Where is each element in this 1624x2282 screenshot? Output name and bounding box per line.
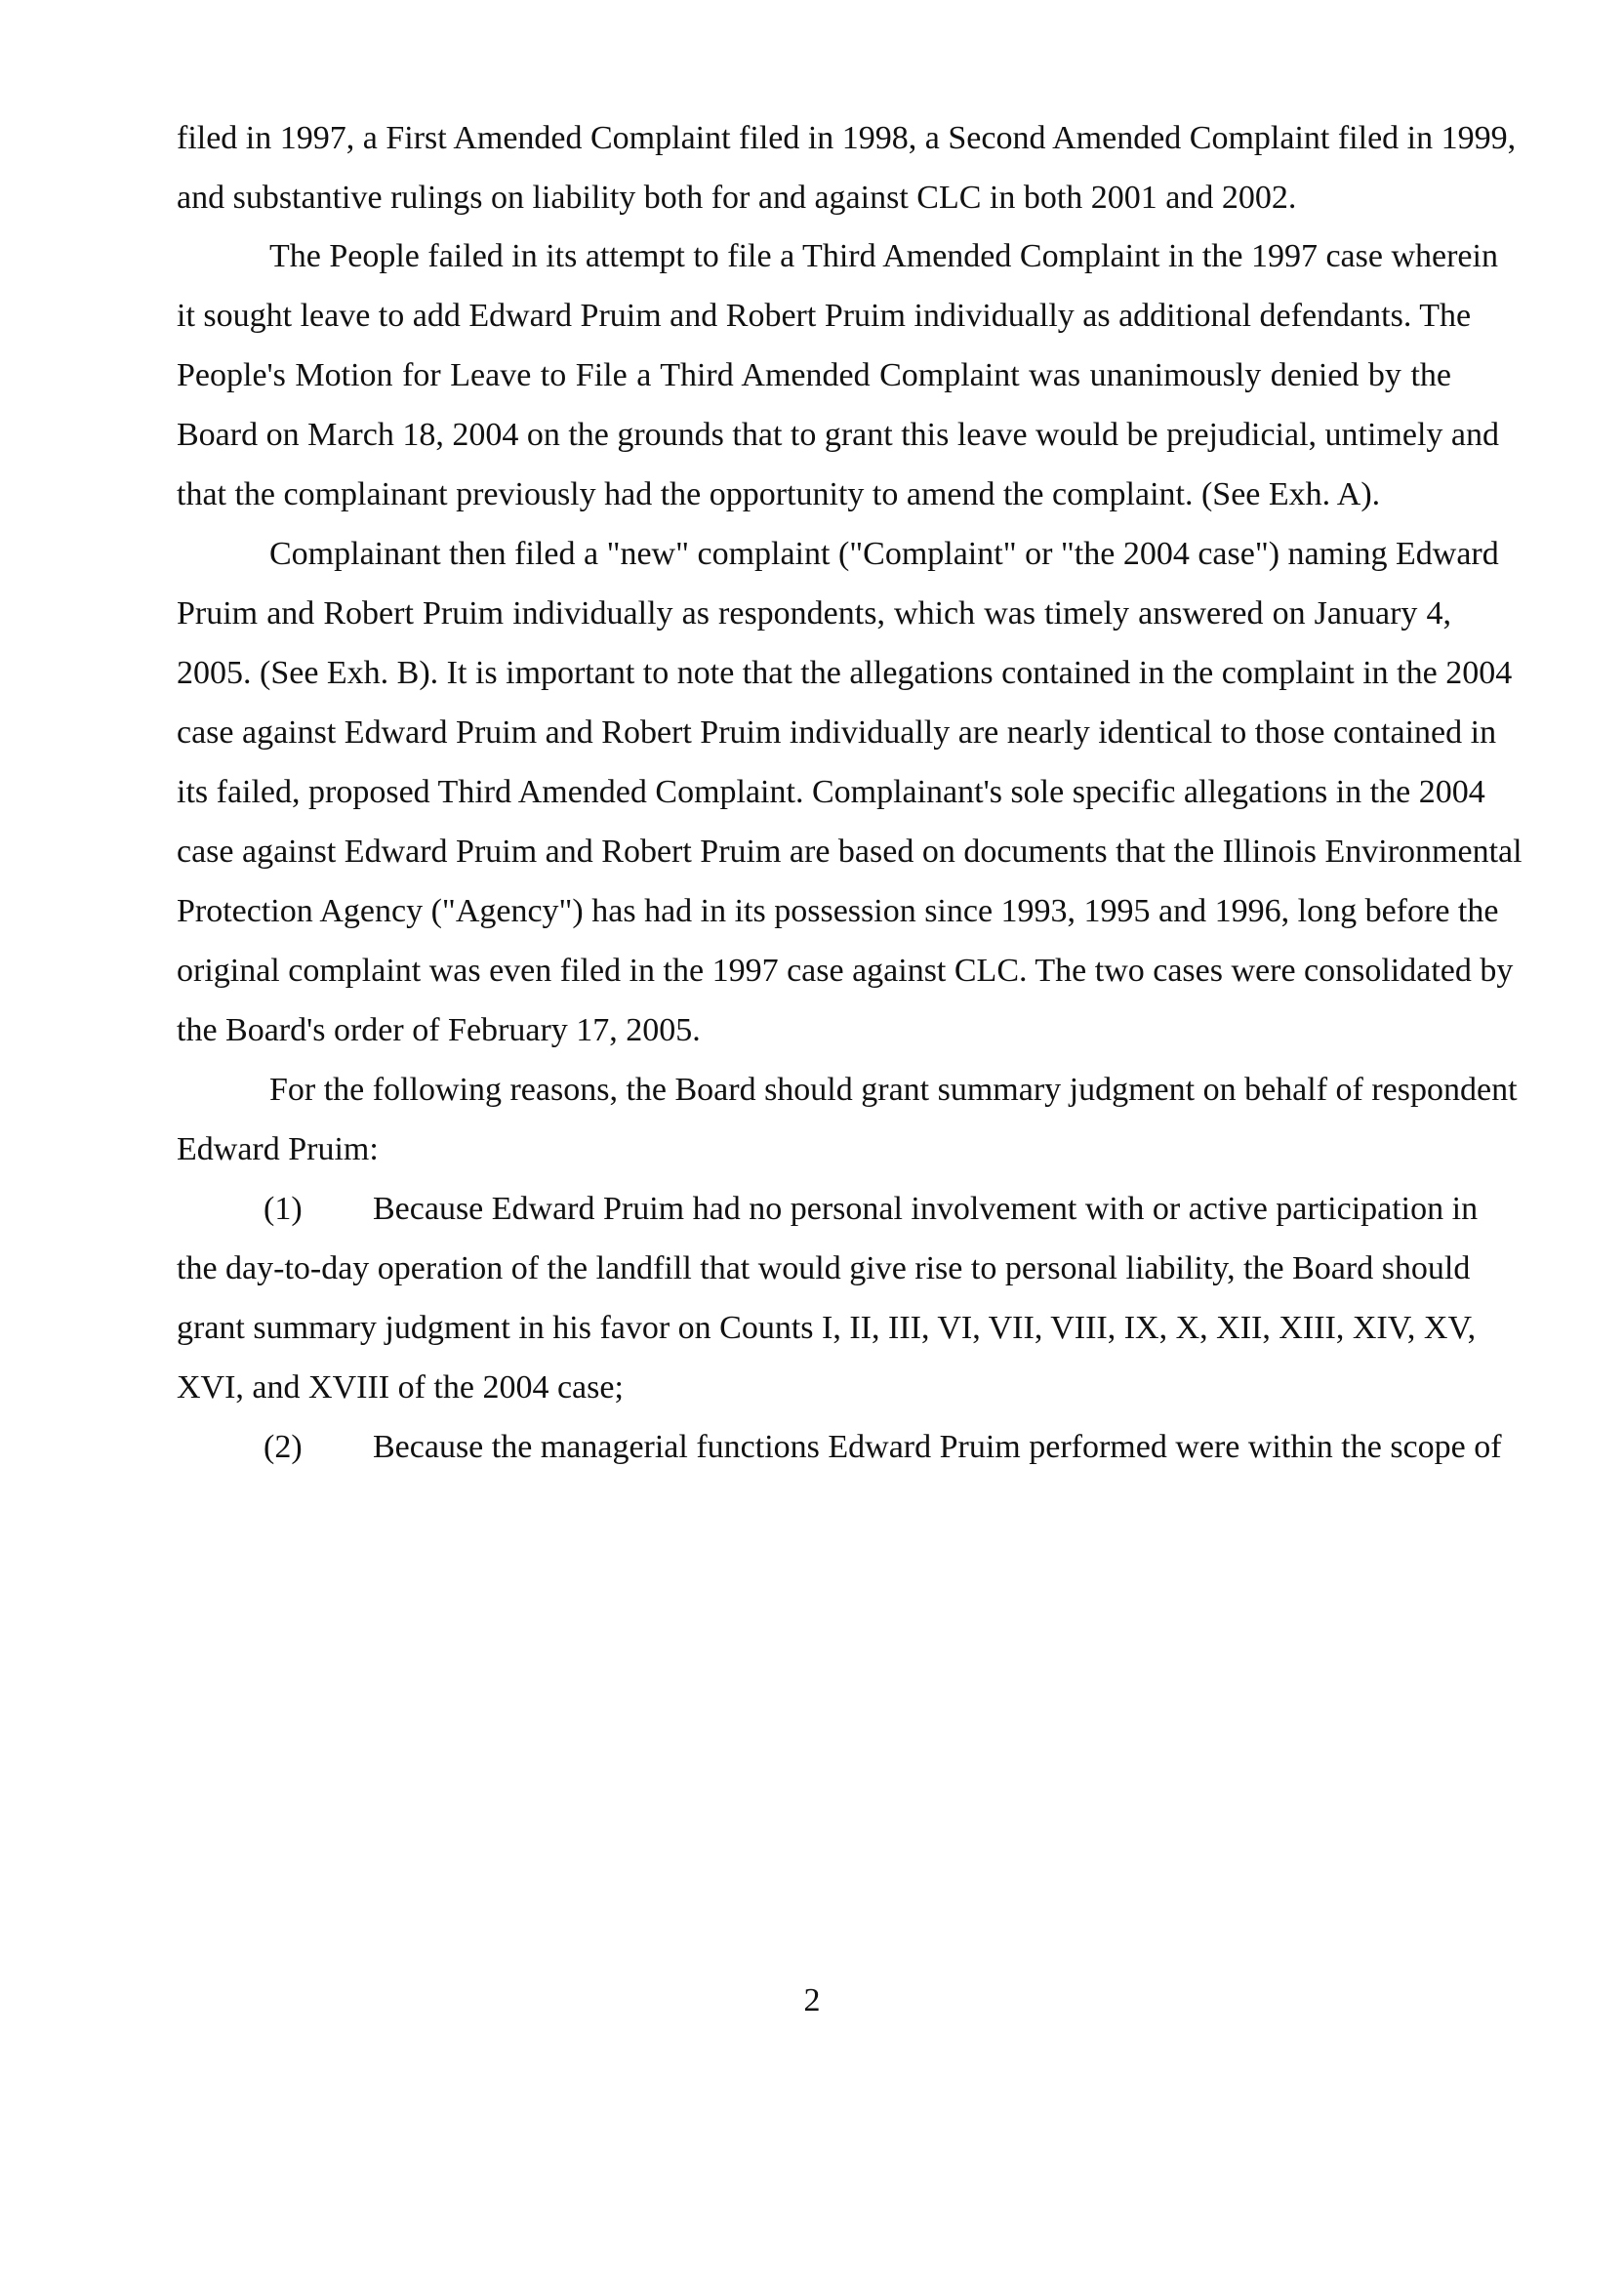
paragraph-line: 2005. (See Exh. B). It is important to note that the allegations contained in the complaint in the 2004 xyxy=(177,655,1513,691)
paragraph-line: Board on March 18, 2004 on the grounds that to grant this leave would be prejudicial, untimely and xyxy=(177,417,1499,453)
paragraph-line: that the complainant previously had the opportunity to amend the complaint. (See Exh. A). xyxy=(177,476,1381,512)
paragraph-line: grant summary judgment in his favor on Counts I, II, III, VI, VII, VIII, IX, X, XII, XIII, XIV, XV, xyxy=(177,1310,1477,1346)
paragraph-line: case against Edward Pruim and Robert Pruim individually are nearly identical to those contained in xyxy=(177,714,1497,751)
paragraph-line: the day-to-day operation of the landfill that would give rise to personal liability, the Board should xyxy=(177,1250,1471,1286)
paragraph-line: XVI, and XVIII of the 2004 case; xyxy=(177,1369,624,1406)
paragraph-line: Protection Agency ("Agency") has had in its possession since 1993, 1995 and 1996, long before the xyxy=(177,893,1499,929)
list-item-first-line: Because Edward Pruim had no personal involvement with or active participation in xyxy=(373,1191,1479,1227)
paragraph-line: Pruim and Robert Pruim individually as respondents, which was timely answered on January 4, xyxy=(177,595,1451,632)
list-item-number: (1) xyxy=(264,1191,303,1227)
paragraph-line: original complaint was even filed in the 1997 case against CLC. The two cases were consolidated by xyxy=(177,953,1514,989)
paragraph-line: and substantive rulings on liability both for and against CLC in both 2001 and 2002. xyxy=(177,180,1297,216)
paragraph-line: its failed, proposed Third Amended Complaint. Complainant's sole specific allegations in the 2004 xyxy=(177,774,1485,810)
page-number: 2 xyxy=(803,1982,821,2018)
paragraph-line: the Board's order of February 17, 2005. xyxy=(177,1012,701,1048)
paragraph-line: case against Edward Pruim and Robert Pruim are based on documents that the Illinois Environmental xyxy=(177,834,1522,870)
paragraph-line: Edward Pruim: xyxy=(177,1131,379,1167)
paragraph-line: People's Motion for Leave to File a Third Amended Complaint was unanimously denied by the xyxy=(177,357,1451,393)
paragraph-line: Complainant then filed a "new" complaint ("Complaint" or "the 2004 case") naming Edward xyxy=(269,536,1499,572)
paragraph-line: it sought leave to add Edward Pruim and Robert Pruim individually as additional defendants. The xyxy=(177,298,1472,334)
list-item-first-line: Because the managerial functions Edward Pruim performed were within the scope of xyxy=(373,1429,1502,1465)
paragraph-line: The People failed in its attempt to file a Third Amended Complaint in the 1997 case wherein xyxy=(269,238,1498,274)
paragraph-line: For the following reasons, the Board should grant summary judgment on behalf of respondent xyxy=(269,1072,1518,1108)
list-item-number: (2) xyxy=(264,1429,303,1465)
paragraph-line: filed in 1997, a First Amended Complaint filed in 1998, a Second Amended Complaint filed in 1999, xyxy=(177,120,1517,156)
